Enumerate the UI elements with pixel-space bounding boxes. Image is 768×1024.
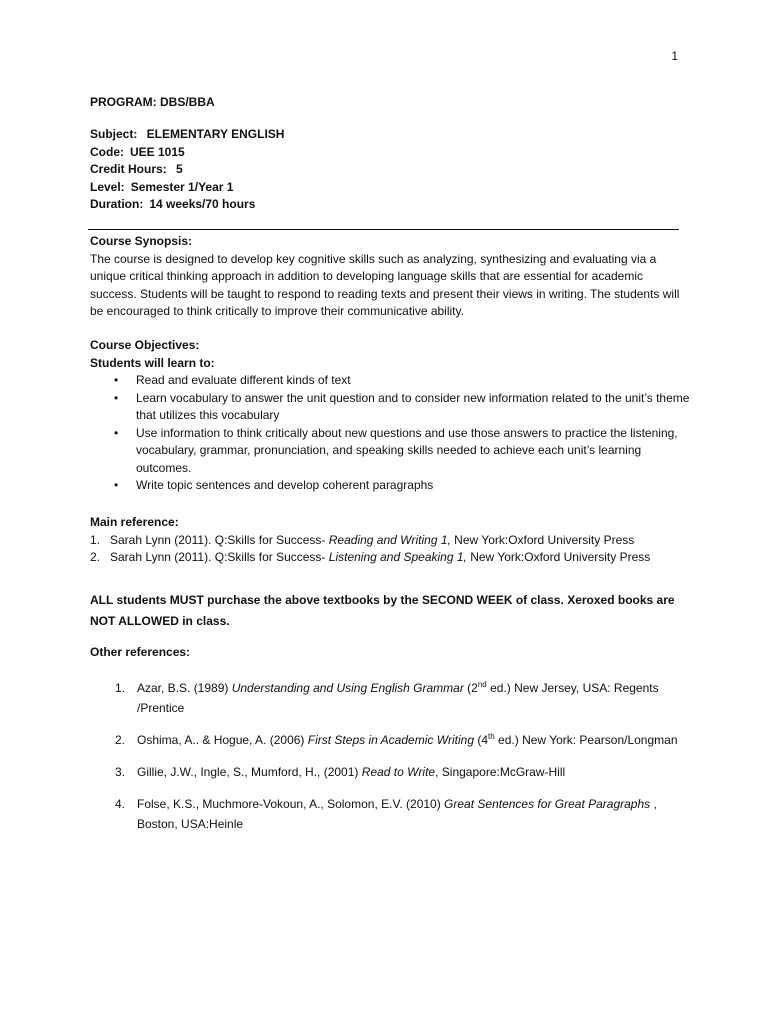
bullet-icon: • (114, 478, 119, 492)
meta-level (90, 179, 690, 197)
purchase-notice: ALL students MUST purchase the above textbooks by the SECOND WEEK of class. Xeroxed books are NOT ALLOWED in class. (90, 593, 675, 628)
meta-duration (90, 196, 690, 214)
section-divider (88, 229, 679, 230)
other-references-list (90, 678, 690, 846)
list-item (90, 549, 690, 567)
ref-title: Read to Write (361, 765, 436, 779)
item-number: 1. (90, 532, 101, 547)
other-references-title: Other references: (90, 645, 191, 659)
meta-subject (90, 126, 690, 144)
meta-label: Level: (90, 179, 125, 194)
list-item (90, 425, 690, 478)
ref-author: Gillie, J.W., Ingle, S., Mumford, H., (2001) (137, 765, 362, 779)
item-number: 3. (115, 765, 126, 779)
synopsis-title: Course Synopsis: (90, 234, 193, 248)
ref-publisher: , Boston, USA:Heinle (137, 797, 657, 831)
page-number: 1 (671, 49, 678, 63)
objectives-intro: Students will learn to: (90, 355, 215, 370)
course-synopsis (90, 233, 690, 321)
objectives-list (90, 372, 690, 495)
bullet-icon: • (114, 425, 119, 440)
objective-text: Write topic sentences and develop coherent paragraphs (136, 478, 434, 492)
ref-title: Great Sentences for Great Paragraphs (444, 797, 651, 811)
ref-title: Reading and Writing 1, (328, 532, 451, 547)
ref-publisher: ed.) New Jersey, USA: Regents /Prentice (137, 681, 659, 715)
list-item (90, 762, 690, 782)
meta-value: 14 weeks/70 hours (149, 197, 256, 211)
ref-author: Azar, B.S. (1989) (137, 681, 232, 695)
meta-code (90, 144, 690, 162)
ref-publisher: New York:Oxford University Press (450, 532, 635, 547)
objective-text: Learn vocabulary to answer the unit question and to consider new information related to the unit’s theme that utilizes this vocabulary (136, 390, 690, 422)
ref-title: First Steps in Academic Writing (307, 733, 475, 747)
list-item (90, 678, 690, 718)
objective-text: Read and evaluate different kinds of text (136, 373, 351, 387)
synopsis-text: The course is designed to develop key cognitive skills such as analyzing, synthesizing and evaluating via a unique critical thinking approach in addition to developing language skills that are essential for academic success. Students will be taught to respond to reading texts and present their views in writing. The students will be encouraged to think critically to improve their communicative ability. (90, 251, 680, 318)
meta-value: 5 (172, 162, 183, 176)
ref-author: Sarah Lynn (2011). Q:Skills for Success- (110, 532, 329, 547)
bullet-icon: • (114, 390, 119, 405)
ref-title: Understanding and Using English Grammar (231, 681, 464, 695)
ref-title: Listening and Speaking 1, (328, 550, 467, 564)
ref-author: Folse, K.S., Muchmore-Vokoun, A., Solomon, E.V. (2010) (137, 797, 445, 811)
course-objectives (90, 337, 690, 495)
bullet-icon: • (114, 373, 119, 387)
ref-edition: (4 (474, 733, 489, 747)
meta-label: Code: (90, 144, 124, 159)
item-number: 2. (115, 733, 126, 747)
ref-publisher: New York:Oxford University Press (466, 550, 651, 564)
ref-publisher: , Singapore:McGraw-Hill (435, 765, 566, 779)
meta-label: Subject: (90, 127, 138, 141)
list-item (90, 532, 690, 550)
ref-publisher: ed.) New York: Pearson/Longman (494, 733, 678, 747)
meta-value: UEE 1015 (130, 144, 185, 159)
course-meta (90, 126, 690, 214)
item-number: 2. (90, 550, 101, 564)
list-item (90, 477, 690, 495)
list-item (90, 730, 690, 750)
objective-text: Use information to think critically about new questions and use those answers to practice the listening, vocabulary, grammar, pronunciation, and speaking skills needed to achieve each unit’s learning outcomes. (136, 425, 678, 475)
list-item (90, 390, 690, 425)
item-number: 4. (115, 797, 126, 811)
program-line: PROGRAM: DBS/BBA (90, 95, 215, 109)
objectives-title: Course Objectives: (90, 338, 200, 352)
list-item (90, 794, 690, 834)
item-number: 1. (115, 681, 126, 695)
meta-label: Duration: (90, 197, 144, 211)
ref-edition-suffix: th (488, 732, 495, 741)
meta-value: Semester 1/Year 1 (130, 179, 234, 194)
meta-value: ELEMENTARY ENGLISH (143, 127, 285, 141)
ref-author: Oshima, A.. & Hogue, A. (2006) (137, 733, 308, 747)
meta-credit-hours (90, 161, 690, 179)
main-reference-title: Main reference: (90, 515, 179, 529)
ref-edition-suffix: nd (477, 680, 487, 689)
ref-edition: (2 (463, 681, 478, 695)
main-reference (90, 514, 690, 567)
ref-author: Sarah Lynn (2011). Q:Skills for Success- (110, 550, 329, 564)
list-item (90, 372, 690, 390)
meta-label: Credit Hours: (90, 162, 167, 176)
